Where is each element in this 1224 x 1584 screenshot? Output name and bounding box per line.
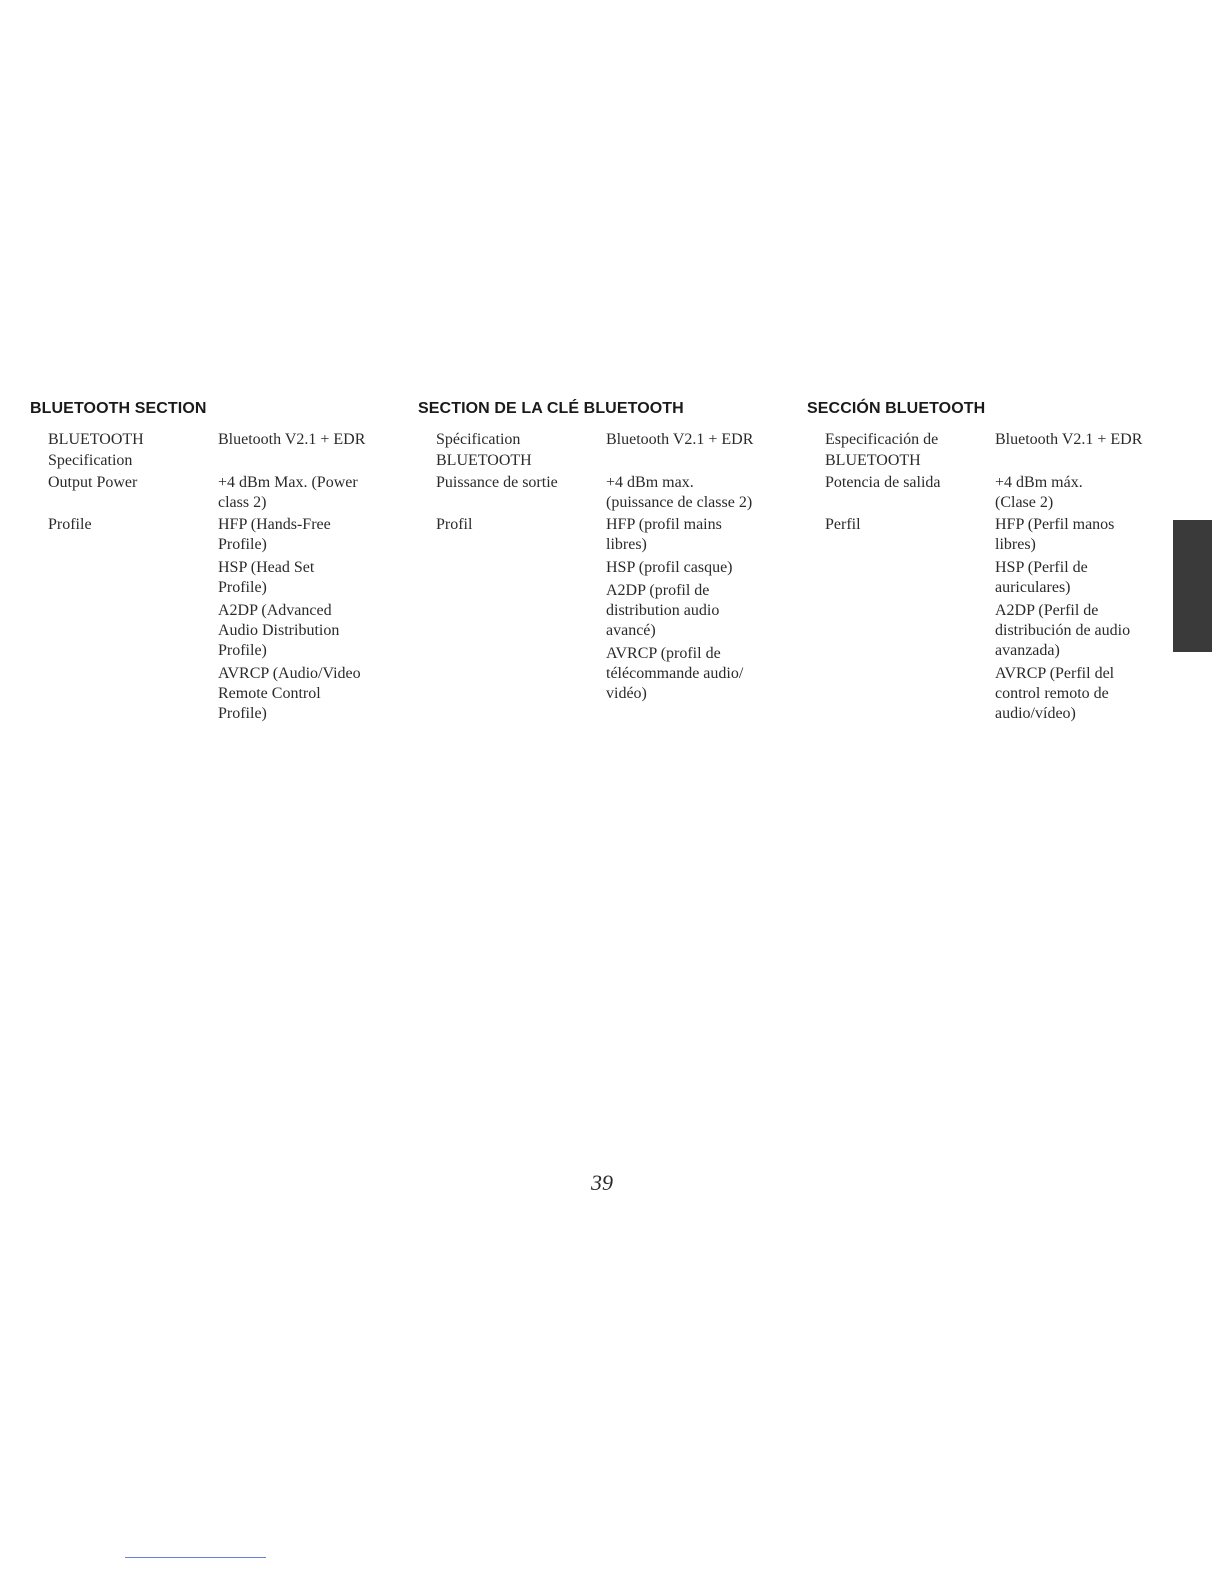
spanish-column (807, 400, 1177, 729)
profile-item (995, 664, 1165, 724)
value-line: Profile) (218, 579, 267, 596)
profile-item (218, 601, 388, 661)
value-line: audio/vídeo) (995, 705, 1076, 722)
label-line: Output Power (48, 474, 138, 491)
label-line: Specification (48, 451, 133, 469)
spec-row-specification (418, 430, 788, 471)
spec-label (30, 430, 218, 471)
value-line: Bluetooth V2.1 + EDR (995, 431, 1143, 448)
spec-label (807, 430, 995, 471)
spec-label (418, 473, 606, 513)
spec-value (218, 473, 388, 513)
thumb-index-tab (1173, 520, 1212, 652)
value-line: libres) (995, 536, 1036, 553)
value-line: HFP (Hands-Free (218, 516, 331, 533)
spec-value (995, 473, 1165, 513)
value-line: télécommande audio/ (606, 665, 744, 682)
spec-value (995, 515, 1165, 727)
section-heading: SECCIÓN BLUETOOTH (807, 400, 986, 417)
label-line: BLUETOOTH (825, 451, 921, 469)
spec-row-specification (807, 430, 1177, 471)
value-line: Bluetooth V2.1 + EDR (606, 431, 754, 448)
value-line: A2DP (Perfil de (995, 602, 1099, 619)
spec-label (30, 515, 218, 727)
value-line: distribution audio (606, 602, 720, 619)
value-line: (puissance de classe 2) (606, 494, 753, 511)
spec-value (995, 430, 1165, 471)
value-line: A2DP (profil de (606, 582, 710, 599)
value-line: vidéo) (606, 685, 647, 702)
spec-row-profile (807, 515, 1177, 727)
value-line: AVRCP (profil de (606, 645, 721, 662)
value-line: (Clase 2) (995, 494, 1054, 511)
spec-value (606, 473, 776, 513)
profile-item (218, 664, 388, 724)
spec-value (218, 515, 388, 727)
label-line: Potencia de salida (825, 474, 941, 491)
value-line: AVRCP (Perfil del (995, 665, 1115, 682)
value-line: auriculares) (995, 579, 1071, 596)
profile-item (995, 515, 1165, 555)
value-line: Audio Distribution (218, 622, 340, 639)
french-column (418, 400, 788, 709)
label-line: Spécification (436, 431, 521, 448)
value-line: Profile) (218, 705, 267, 722)
value-line: HSP (Perfil de (995, 559, 1088, 576)
value-line: class 2) (218, 494, 267, 511)
value-line: AVRCP (Audio/Video (218, 665, 361, 682)
value-line: libres) (606, 536, 647, 553)
spec-value (606, 515, 776, 707)
value-line: control remoto de (995, 685, 1109, 702)
label-line: Profil (436, 516, 473, 533)
value-line: HFP (Perfil manos (995, 516, 1115, 533)
section-heading: BLUETOOTH SECTION (30, 400, 207, 417)
section-heading: SECTION DE LA CLÉ BLUETOOTH (418, 400, 684, 417)
value-line: +4 dBm Max. (Power (218, 474, 358, 491)
profile-item (606, 558, 776, 578)
label-line: Especificación de (825, 431, 939, 448)
value-line: HSP (Head Set (218, 559, 315, 576)
value-line: Profile) (218, 642, 267, 659)
value-line: avanzada) (995, 642, 1060, 659)
spec-label (418, 515, 606, 707)
value-line: Remote Control (218, 685, 321, 702)
profile-item (606, 515, 776, 555)
label-line: Profile (48, 516, 92, 533)
value-line: Profile) (218, 536, 267, 553)
value-line: distribución de audio (995, 622, 1131, 639)
spec-label (30, 473, 218, 513)
footer-rule (125, 1557, 266, 1558)
spec-row-specification (30, 430, 400, 471)
value-line: +4 dBm max. (606, 474, 694, 491)
value-line: HFP (profil mains (606, 516, 722, 533)
value-line: Bluetooth V2.1 + EDR (218, 431, 366, 448)
value-line: HSP (profil casque) (606, 559, 733, 576)
profile-item (606, 644, 776, 704)
label-line: Puissance de sortie (436, 474, 558, 491)
profile-item (218, 558, 388, 598)
spec-row-output-power (807, 473, 1177, 513)
spec-row-output-power (418, 473, 788, 513)
page-number: 39 (591, 1170, 613, 1195)
spec-row-profile (30, 515, 400, 727)
english-column (30, 400, 400, 729)
spec-label (418, 430, 606, 471)
label-line: Perfil (825, 516, 861, 533)
spec-label (807, 515, 995, 727)
spec-row-output-power (30, 473, 400, 513)
spec-value (218, 430, 388, 471)
spec-label (807, 473, 995, 513)
profile-item (995, 558, 1165, 598)
spec-row-profile (418, 515, 788, 707)
profile-item (606, 581, 776, 641)
value-line: +4 dBm máx. (995, 474, 1083, 491)
profile-item (995, 601, 1165, 661)
value-line: A2DP (Advanced (218, 602, 332, 619)
profile-item (218, 515, 388, 555)
spec-value (606, 430, 776, 471)
label-line: BLUETOOTH (48, 431, 144, 448)
value-line: avancé) (606, 622, 656, 639)
label-line: BLUETOOTH (436, 451, 532, 469)
